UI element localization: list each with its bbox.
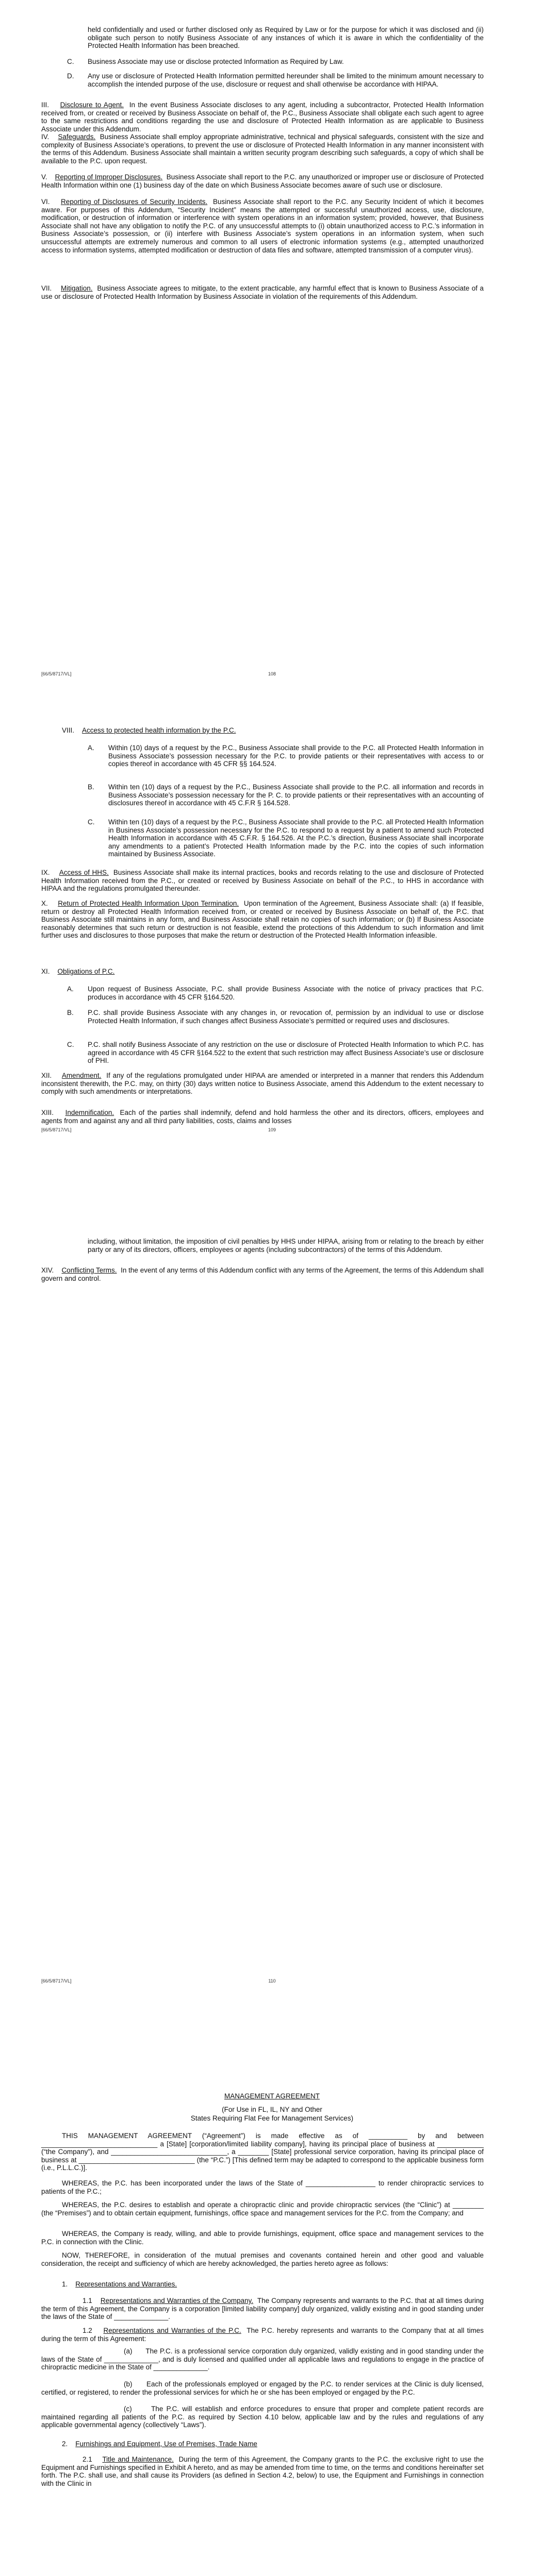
- section-text: During the term of this Agreement, the Company grants to the P.C. the exclusive right to use the Equipment and Furnishings specified in Exhibit A hereto, and as may be amended from time to time, on the terms and conditions hereinafter set forth. The P.C. shall use, and shall cause its Providers (as defined in Section 4.2, below) to use, the Equipment and Furnishings in connection with the Clinic in: [41, 2455, 484, 2487]
- item-text: Any use or disclosure of Protected Health Information permitted hereunder shall be limited to the minimum amount necessary to accomplish the intended purpose of the use, disclosure or request and shall otherwise be accordance with HIPAA.: [88, 72, 484, 88]
- intro-paragraph: THIS MANAGEMENT AGREEMENT (“Agreement”) is made effective as of __________ by and between ______________________________ a [State] [corporation/limited liability company], having its principal place of business at ____________ (“the Company”), and ______________________________, a ________ [State] professional service corporation, having its principal place of business at ______________________________ (the “P.C.”) [This defined term may be adapted to correspond to the applicable business form (i.e., P.L.L.C.)].: [41, 2132, 484, 2172]
- section-heading: Representations and Warranties.: [75, 2280, 177, 2288]
- section-number: VIII.: [62, 726, 75, 734]
- section-heading: Reporting of Improper Disclosures.: [55, 173, 163, 181]
- section-heading: Safeguards.: [58, 133, 96, 141]
- section-text: The Company represents and warrants to the P.C. that at all times during the term of this Agreement, the Company is a corporation [limited liability company] duly organized, validly existing and in good standing under the laws of the State of ______________.: [41, 2297, 484, 2321]
- section-text: Business Associate shall make its internal practices, books and records relating to the use and disclosure of Protected Health Information received from the P.C., or created or received by Business Associate on behalf of the P.C., to HHS in accordance with HIPAA and the regulations promulgated thereunder.: [41, 869, 484, 893]
- continued-paragraph: including, without limitation, the imposition of civil penalties by HHS under HIPAA, arising from or relating to the breach by either party or any of its directors, officers, employees or agents (including subcontractors) of the terms of this Addendum.: [88, 1238, 484, 1253]
- section-text: Business Associate shall report to the P.C. any Security Incident of which it becomes aware. For purposes of this Addendum, “Security Incident” means the attempted or successful unauthorized access, use, disclosure, modification, or destruction of information or interference with system operations in an information system; provided, however, that Business Associate shall not have any obligation to notify the P.C. of any unsuccessful attempts to (i) obtain unauthorized access to P.C.’s information in Business Associate’s possession, or (ii) interfere with Business Associate’s system operations in an information system, when such unsuccessful attempts are extremely numerous and common to all users of electronic information systems (e.g., attempted unauthorized access to information systems, attempted modification or destruction of data files and software, attempted transmission of a computer virus).: [41, 198, 484, 254]
- section-heading: Return of Protected Health Information Upon Termination.: [58, 900, 239, 907]
- item-text: Within (10) days of a request by the P.C., Business Associate shall provide to the P.C. all Protected Health Information in Business Associate’s possession necessary for the P.C. to provide patients or their representatives with access to or copies thereof in accordance with 45 CFR §§ 164.524.: [108, 744, 484, 768]
- section-heading: Access to protected health information by the P.C.: [82, 726, 236, 734]
- section-text: If any of the regulations promulgated under HIPAA are amended or interpreted in a manner that renders this Addendum inconsistent therewith, the P.C. may, on thirty (30) days written notice to Business Associate, amend this Addendum to the extent necessary to comply with such amendments or interpretations.: [41, 1072, 484, 1096]
- page-108: [0, 0, 544, 701]
- page-109: [0, 701, 544, 1404]
- page-111: [0, 2092, 544, 2576]
- section-III: [41, 101, 484, 133]
- item-label: C.: [67, 58, 74, 65]
- section-heading: Amendment.: [61, 1072, 102, 1079]
- item-label: C.: [88, 818, 95, 826]
- item-text: P.C. shall notify Business Associate of any restriction on the use or disclosure of Protected Health Information to which P.C. has agreed in accordance with 45 CFR §164.522 to the extent that such restriction may affect Business Associate’s use or disclosure of PHI.: [88, 1041, 484, 1065]
- section-X: [41, 900, 484, 940]
- section-VIII: [62, 726, 484, 735]
- whereas-clause: WHEREAS, the P.C. desires to establish and operate a chiropractic clinic and provide chiropractic services (the “Clinic”) at ________ (the “Premises”) and to obtain certain equipment, furnishings, office space and management services for the P.C. from the Company; and: [41, 2201, 484, 2217]
- section-number: VI.: [41, 198, 50, 206]
- section-heading: Conflicting Terms.: [61, 1266, 117, 1274]
- item-text: Business Associate may use or disclose protected Information as Required by Law.: [88, 58, 344, 65]
- subsection-label: (a): [124, 2347, 133, 2355]
- section-XIV: [41, 1266, 484, 1282]
- section-text: Business Associate agrees to mitigate, to the extent practicable, any harmful effect that is known to Business Associate of a use or disclosure of Protected Health Information by Business Associate in violation of the requirements of this Addendum.: [41, 284, 484, 300]
- section-heading: Representations and Warranties of the Company.: [100, 2297, 254, 2304]
- section-2-1: [41, 2455, 484, 2487]
- item-text: Upon request of Business Associate, P.C. shall provide Business Associate with the notice of privacy practices that P.C. produces in accordance with 45 CFR §164.520.: [88, 985, 484, 1001]
- item-label: B.: [88, 783, 94, 791]
- section-heading: Obligations of P.C.: [57, 968, 115, 975]
- item-text: Within ten (10) days of a request by the P.C., Business Associate shall provide to the P.C. all Protected Health Information in Business Associate’s possession necessary for the P.C. to respond to a request by a patient to amend such Protected Health Information in accordance with 45 C.F.R. § 164.526. At the P.C.’s direction, Business Associate shall incorporate any amendments to a patient’s Protected Health Information made by the P.C. into the copies of such information maintained by Business Associate.: [108, 818, 484, 858]
- section-VI: [41, 198, 484, 254]
- item-label: B.: [67, 1009, 74, 1016]
- subsection-text: The P.C. is a professional service corporation duly organized, validly existing and in good standing under the laws of the State of ______________, and is duly licensed and qualified under all applicable laws and regulations to engage in the practice of chiropractic medicine in the State of ______________.: [41, 2347, 484, 2371]
- section-text: In the event Business Associate discloses to any agent, including a subcontractor, Protected Health Information received from, or created or received by Business Associate on behalf of, the P.C., Business Associate shall obligate each such agent to agree to the same restrictions and conditions regarding the use and disclosure of Protected Health Information as are applicable to Business Associate under this Addendum.: [41, 101, 484, 133]
- item-label: D.: [67, 72, 74, 80]
- page-110-footer: [0, 1978, 544, 1989]
- section-V: [41, 173, 484, 189]
- section-XIII: [41, 1109, 484, 1125]
- section-number: 2.1: [83, 2455, 92, 2463]
- subsection-label: (c): [124, 2405, 132, 2413]
- section-1: [62, 2280, 484, 2289]
- subsection-text: The P.C. will establish and enforce procedures to ensure that proper and complete patient records are maintained regarding all patients of the P.C. as required by Section 4.10 below, applicable law and by the rules and regulations of any applicable governmental agency (collectively “Laws”).: [41, 2405, 484, 2429]
- subsection-1-2-b: [41, 2380, 484, 2396]
- section-VII: [41, 284, 484, 300]
- whereas-clause: WHEREAS, the P.C. has been incorporated under the laws of the State of __________________ to render chiropractic services to patients of the P.C.;: [41, 2179, 484, 2195]
- item-label: A.: [67, 985, 74, 993]
- section-heading: Indemnification.: [65, 1109, 114, 1116]
- section-number: XI.: [41, 968, 50, 975]
- section-number: IV.: [41, 133, 50, 141]
- section-XI: [41, 968, 484, 976]
- section-number: IX.: [41, 869, 50, 876]
- item-label: C.: [67, 1041, 74, 1048]
- section-text: Business Associate shall employ appropriate administrative, technical and physical safeguards, consistent with the size and complexity of Business Associate’s operations, to prevent the use or disclosure of Protected Health Information in any manner inconsistent with the terms of this Addendum. Business Associate shall maintain a written security program describing such safeguards, a copy of which shall be available to the P.C. upon request.: [41, 133, 484, 165]
- section-text: Each of the parties shall indemnify, defend and hold harmless the other and its directors, officers, employees and agents from and against any and all third party liabilities, costs, claims and losses: [41, 1109, 484, 1125]
- section-heading: Reporting of Disclosures of Security Incidents.: [61, 198, 208, 206]
- section-heading: Mitigation.: [61, 284, 93, 292]
- section-heading: Disclosure to Agent.: [60, 101, 124, 109]
- subsection-1-2-a: [41, 2347, 484, 2371]
- item-text: Within ten (10) days of a request by the P.C., Business Associate shall provide to the P.C. all information and records in Business Associate’s possession necessary for the P. C. to provide patients or their representatives with an accounting of disclosures thereof in accordance with 45 C.F.R § 164.528.: [108, 783, 484, 807]
- agreement-title: MANAGEMENT AGREEMENT: [224, 2092, 320, 2100]
- item-text: P.C. shall provide Business Associate with any changes in, or revocation of, permission by an individual to use or disclose Protected Health Information, if such changes affect Business Associate’s permitted or required uses and disclosures.: [88, 1009, 484, 1025]
- section-text: Business Associate shall report to the P.C. any unauthorized or improper use or disclosure of Protected Health Information within one (1) business day of the date on which Business Associate becomes aware of such use or disclosure.: [41, 173, 484, 189]
- document-footer-id: [66/5/8717/VL]: [41, 1127, 72, 1132]
- section-heading: Representations and Warranties of the P.C.: [103, 2327, 241, 2334]
- section-IX: [41, 869, 484, 893]
- now-therefore-clause: NOW, THEREFORE, in consideration of the mutual premises and covenants contained herein and other good and valuable consideration, the receipt and sufficiency of which are hereby acknowledged, the parties hereto agree as follows:: [41, 2251, 484, 2267]
- section-number: 1.1: [83, 2297, 92, 2304]
- section-heading: Access of HHS.: [59, 869, 109, 876]
- section-1-1: [41, 2297, 484, 2321]
- section-number: X.: [41, 900, 48, 907]
- section-number: XII.: [41, 1072, 52, 1079]
- item-label: A.: [88, 744, 94, 752]
- whereas-clause: WHEREAS, the Company is ready, willing, and able to provide furnishings, equipment, office space and management services to the P.C. in connection with the Clinic.: [41, 2230, 484, 2246]
- section-2: [62, 2440, 484, 2448]
- section-text: In the event of any terms of this Addendum conflict with any terms of the Agreement, the terms of this Addendum shall govern and control.: [41, 1266, 484, 1282]
- section-number: III.: [41, 101, 50, 109]
- section-number: XIV.: [41, 1266, 54, 1274]
- continued-paragraph: held confidentially and used or further disclosed only as Required by Law or for the purpose for which it was disclosed and (ii) obligate such person to notify Business Associate of any instances of which it is aware in which the confidentiality of the Protected Health Information has been breached.: [88, 26, 484, 50]
- document-footer-id: [66/5/8717/VL]: [41, 671, 72, 676]
- subsection-text: Each of the professionals employed or engaged by the P.C. to render services at the Clinic is duly licensed, certified, or registered, to render the professional services for which he or she has been employed or engaged by the P.C.: [41, 2380, 484, 2396]
- section-number: VII.: [41, 284, 52, 292]
- page-number: 109: [268, 1127, 276, 1132]
- agreement-subtitle: States Requiring Flat Fee for Management Services): [190, 2114, 354, 2122]
- section-number: 1.: [62, 2280, 68, 2288]
- section-heading: Title and Maintenance.: [102, 2455, 174, 2463]
- subsection-label: (b): [124, 2380, 133, 2388]
- section-number: V.: [41, 173, 47, 181]
- section-text: The P.C. hereby represents and warrants to the Company that at all times during the term of this Agreement:: [41, 2327, 484, 2343]
- section-number: XIII.: [41, 1109, 54, 1116]
- page-number: 110: [268, 1978, 276, 1984]
- subsection-1-2-c: [41, 2405, 484, 2429]
- agreement-subtitle: (For Use in FL, IL, NY and Other: [222, 2106, 322, 2113]
- document-footer-id: [66/5/8717/VL]: [41, 1978, 72, 1984]
- section-heading: Furnishings and Equipment, Use of Premises, Trade Name: [75, 2440, 257, 2448]
- section-1-2: [41, 2327, 484, 2343]
- section-XII: [41, 1072, 484, 1096]
- section-text: Upon termination of the Agreement, Business Associate shall: (a) If feasible, return or destroy all Protected Health Information received from, or created or received by Business Associate on behalf of, the P.C. that Business Associate still maintains in any form, and Business Associate shall retain no copies of such information; or (b) If Business Associate reasonably determines that such return or destruction is not feasible, extend the protections of this Addendum to such information and limit further uses and disclosures to those purposes that make the return or destruction of the Protected Health Information infeasible.: [41, 900, 484, 940]
- section-number: 1.2: [83, 2327, 92, 2334]
- section-IV: [41, 133, 484, 165]
- page-number: 108: [268, 671, 276, 676]
- section-number: 2.: [62, 2440, 68, 2448]
